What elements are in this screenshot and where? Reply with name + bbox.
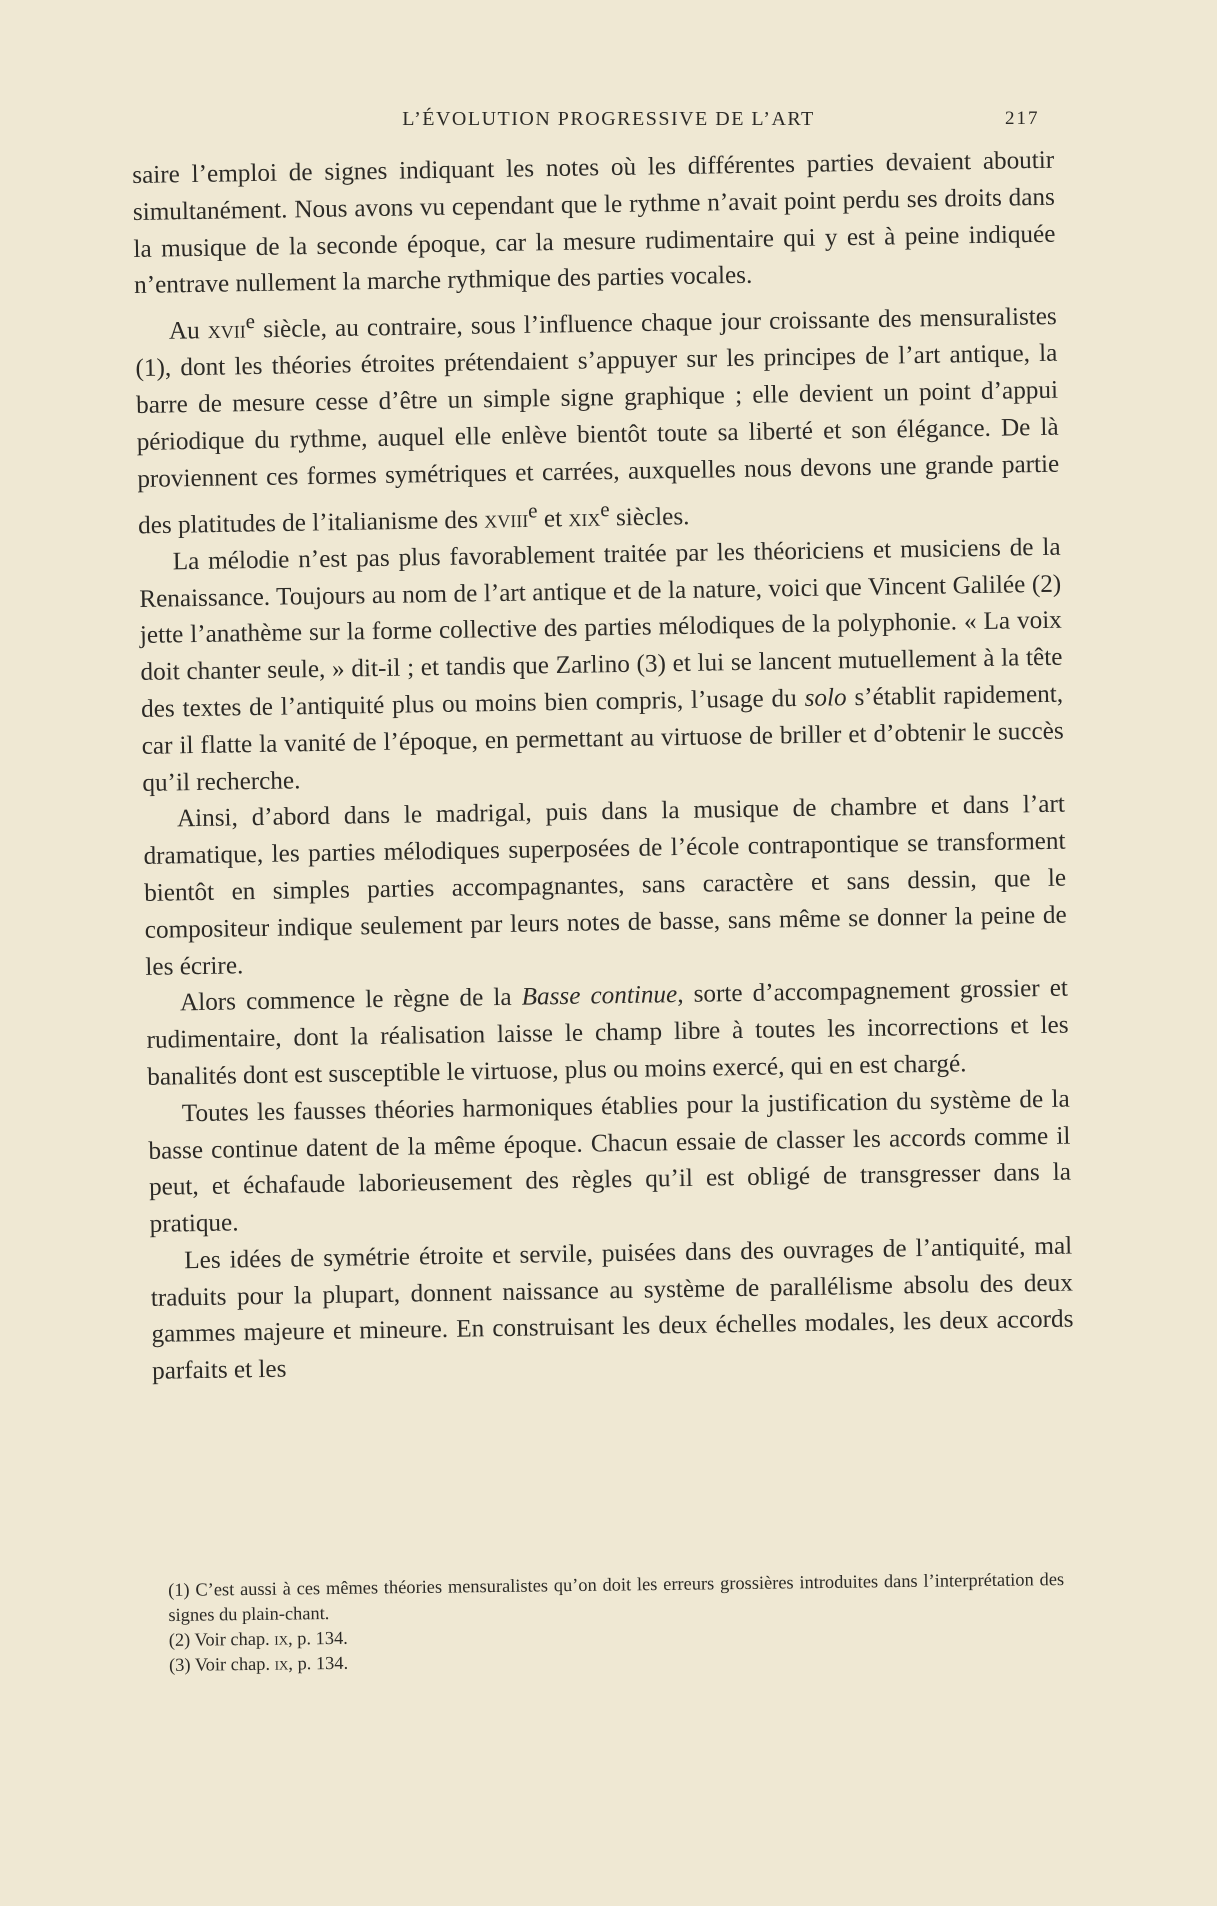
italic-term: solo bbox=[804, 684, 847, 712]
footnote-1: (1) C’est aussi à ces mêmes théories mensuralistes qu’on doit les erreurs grossières introduites dans l’interprétation des signes du plain-chant. bbox=[168, 1569, 1065, 1625]
paragraph-4: Ainsi, d’abord dans le madrigal, puis dans la musique de chambre et dans l’art dramatique, les parties mélodiques superposées de l’école contrapontique se transforment bientôt en simples parties accompagnantes, sans caractère et sans dessin, que le compositeur indique seulement par leurs notes de basse, sans même se donner la peine de les écrire. bbox=[143, 790, 1067, 981]
paragraph-2: Au xvii$^e$ siècle, au contraire, sous l’influence chaque jour croissante des mensuralistes (1), dont les théories étroites prétendaient s’appuyer sur les principes de l’art antique, la barre de mesure cesse d’être un simple signe graphique ; elle devient un point d’appui périodique du rythme, auquel elle enlève bientôt toute sa liberté et son élégance. De là proviennent ces formes symétriques et carrées, auxquelles nous devons une grande partie des platitudes de l’italianisme des xviii$^e$ et xix$^e$ siècles. bbox=[135, 303, 1060, 539]
century-numeral: xviii bbox=[484, 505, 529, 534]
page-number: 217 bbox=[1005, 108, 1040, 129]
paragraph-7: Les idées de symétrie étroite et servile, puisées dans des ouvrages de l’antiquité, mal traduits pour la plupart, donnent naissance au système de parallélisme absolu des deux gammes majeure et mineure. En construisant les deux échelles modales, les deux accords parfaits et les bbox=[150, 1232, 1074, 1386]
century-numeral: xvii bbox=[207, 316, 247, 345]
footnote-2: (2) Voir chap. ix, p. 134. bbox=[168, 1627, 348, 1650]
italic-term: Basse continue bbox=[521, 981, 678, 1011]
running-title: L’ÉVOLUTION PROGRESSIVE DE L’ART bbox=[402, 108, 815, 130]
century-numeral: xix bbox=[568, 504, 601, 532]
paragraph-5: Alors commence le règne de la Basse continue, sorte d’accompagnement grossier et rudimentaire, dont la réalisation laisse le champ libre à toutes les incorrections et les banalités dont est susceptible le virtuose, plus ou moins exercé, qui en est chargé. bbox=[146, 974, 1069, 1091]
footnote-3: (3) Voir chap. ix, p. 134. bbox=[168, 1652, 349, 1675]
paragraph-3: La mélodie n’est pas plus favorablement traitée par les théoriciens et musiciens de la Renaissance. Toujours au nom de l’art antique et de la nature, voici que Vincent Galilée (2) jette l’anathème sur la forme collective des parties mélodiques de la polyphonie. « La voix doit chanter seule, » dit-il ; et tandis que Zarlino (3) et lui se lancent mutuellement à la tête des textes de l’antiquité plus ou moins bien compris, l’usage du solo s’établit rapidement, car il flatte la vanité de l’époque, en permettant au virtuose de briller et d’obtenir le succès qu’il recherche. bbox=[139, 533, 1064, 797]
running-head bbox=[0, 108, 1217, 138]
body-text bbox=[132, 143, 1074, 1391]
paragraph-1: saire l’emploi de signes indiquant les notes où les différentes parties devaient aboutir simultanément. Nous avons vu cependant que le rythme n’avait point perdu ses droits dans la musique de la seconde époque, car la mesure rudimentaire qui y est à peine indiquée n’entrave nullement la marche rythmique des parties vocales. bbox=[132, 146, 1056, 300]
footnotes bbox=[168, 1567, 1065, 1678]
paragraph-6: Toutes les fausses théories harmoniques établies pour la justification du système de la basse continue datent de la même époque. Chacun essaie de classer les accords comme il peut, et échafaude laborieusement des règles qu’il est obligé de transgresser dans la pratique. bbox=[148, 1085, 1072, 1238]
